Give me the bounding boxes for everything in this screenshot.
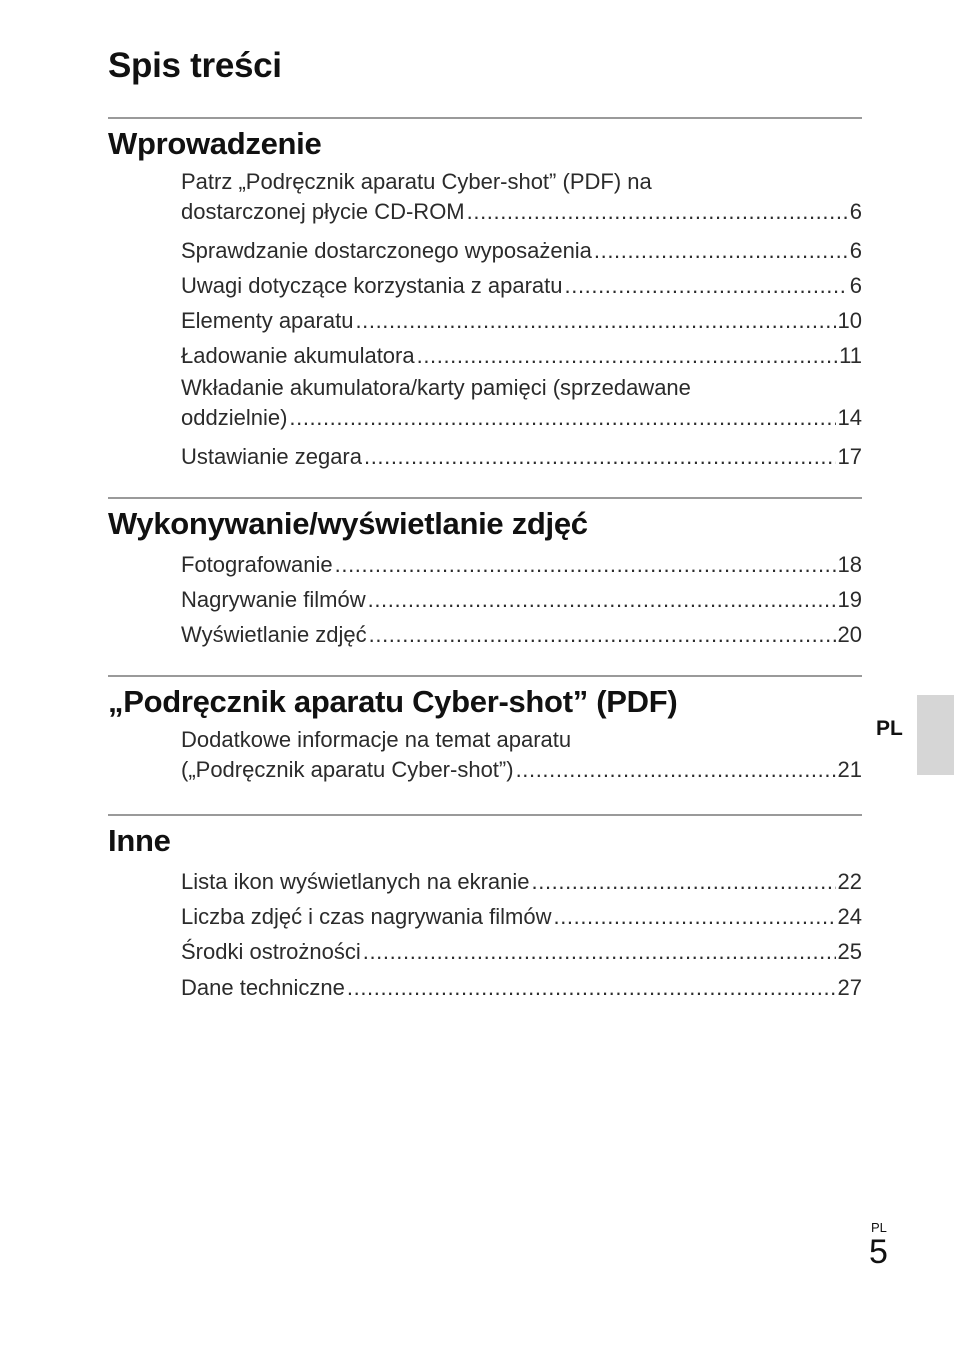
toc-entry-title: oddzielnie) [181, 405, 288, 431]
toc-entry-title: Dane techniczne [181, 974, 345, 1000]
toc-entry[interactable] [181, 268, 862, 303]
toc-entry-page: 6 [849, 199, 862, 224]
dot-leader [594, 233, 848, 268]
toc-entry[interactable] [181, 338, 862, 373]
toc-entry[interactable] [181, 167, 862, 233]
toc-entry-title: Elementy aparatu [181, 307, 354, 333]
toc-entry-page: 14 [837, 405, 862, 431]
dot-leader [335, 547, 836, 582]
section-heading: Wprowadzenie [108, 126, 322, 161]
section-divider [108, 675, 862, 677]
toc-entry-title: Wyświetlanie zdjęć [181, 622, 367, 648]
toc-entry-title: Liczba zdjęć i czas nagrywania filmów [181, 904, 552, 930]
page-number-lang: PL [871, 1220, 887, 1235]
toc-entry[interactable] [181, 373, 862, 439]
toc-entry-title: Fotografowanie [181, 552, 333, 577]
dot-leader [368, 582, 836, 617]
section-divider [108, 497, 862, 499]
toc-entry[interactable] [181, 934, 862, 969]
toc-entry[interactable] [181, 725, 862, 791]
toc-entry-page: 24 [837, 904, 862, 930]
toc-entry[interactable] [181, 303, 862, 338]
toc-entry[interactable] [181, 233, 862, 268]
toc-entry-page: 10 [837, 307, 862, 333]
toc-entry-pre: Patrz „Podręcznik aparatu Cyber-shot” (PDF) na [181, 169, 652, 194]
toc-entry-page: 25 [837, 939, 862, 965]
dot-leader [369, 617, 836, 652]
toc-entry[interactable] [181, 547, 862, 582]
dot-leader [532, 864, 836, 899]
toc-entry-title: Uwagi dotyczące korzystania z aparatu [181, 272, 563, 298]
section-inne [108, 814, 862, 1005]
section-divider [108, 814, 862, 816]
toc-entry-page: 21 [837, 757, 862, 782]
toc-entry-pre: Wkładanie akumulatora/karty pamięci (sprzedawane [181, 375, 691, 401]
dot-leader [289, 403, 835, 433]
toc-entry-page: 27 [837, 974, 862, 1000]
toc-entry-title: Lista ikon wyświetlanych na ekranie [181, 869, 530, 894]
toc-entry[interactable] [181, 970, 862, 1005]
toc-entry-title: Środki ostrożności [181, 939, 361, 965]
page-number: 5 [869, 1233, 888, 1271]
toc-entry-pre: Dodatkowe informacje na temat aparatu [181, 727, 572, 752]
toc-entry[interactable] [181, 439, 862, 474]
dot-leader [355, 303, 835, 338]
language-side-tab [917, 695, 954, 775]
language-tab-label: PL [876, 717, 903, 740]
toc-entry-page: 6 [849, 237, 862, 263]
section-wykonywanie [108, 497, 862, 653]
toc-entry-title: dostarczonej płycie CD-ROM [181, 199, 465, 224]
toc-entry-title: Ładowanie akumulatora [181, 343, 415, 369]
section-heading: Inne [108, 823, 171, 858]
section-wprowadzenie [108, 117, 862, 474]
toc-entry-title: Ustawianie zegara [181, 443, 362, 469]
toc-entry-page: 22 [837, 869, 862, 894]
section-divider [108, 117, 862, 119]
section-podrecznik [108, 675, 862, 791]
toc-entry-page: 19 [837, 587, 862, 613]
dot-leader [516, 755, 836, 785]
dot-leader [565, 268, 848, 303]
toc-entry[interactable] [181, 899, 862, 934]
dot-leader [364, 439, 836, 474]
toc-entry-page: 6 [849, 272, 862, 298]
toc-entry-page: 18 [837, 552, 862, 577]
toc-entry[interactable] [181, 582, 862, 617]
dot-leader [467, 197, 848, 227]
toc-entry-page: 17 [837, 443, 862, 469]
dot-leader [363, 934, 836, 969]
section-heading: Wykonywanie/wyświetlanie zdjęć [108, 506, 588, 541]
dot-leader [417, 338, 838, 373]
toc-entry-page: 11 [839, 343, 862, 369]
section-heading: „Podręcznik aparatu Cyber-shot” (PDF) [108, 684, 678, 719]
toc-entry-page: 20 [837, 622, 862, 648]
toc-entry[interactable] [181, 617, 862, 652]
page-title: Spis treści [108, 46, 282, 85]
toc-entry[interactable] [181, 864, 862, 899]
dot-leader [347, 970, 836, 1005]
toc-entry-title: Sprawdzanie dostarczonego wyposażenia [181, 237, 592, 263]
toc-entry-title: Nagrywanie filmów [181, 587, 366, 613]
toc-entry-title: („Podręcznik aparatu Cyber-shot”) [181, 757, 514, 782]
dot-leader [554, 899, 836, 934]
